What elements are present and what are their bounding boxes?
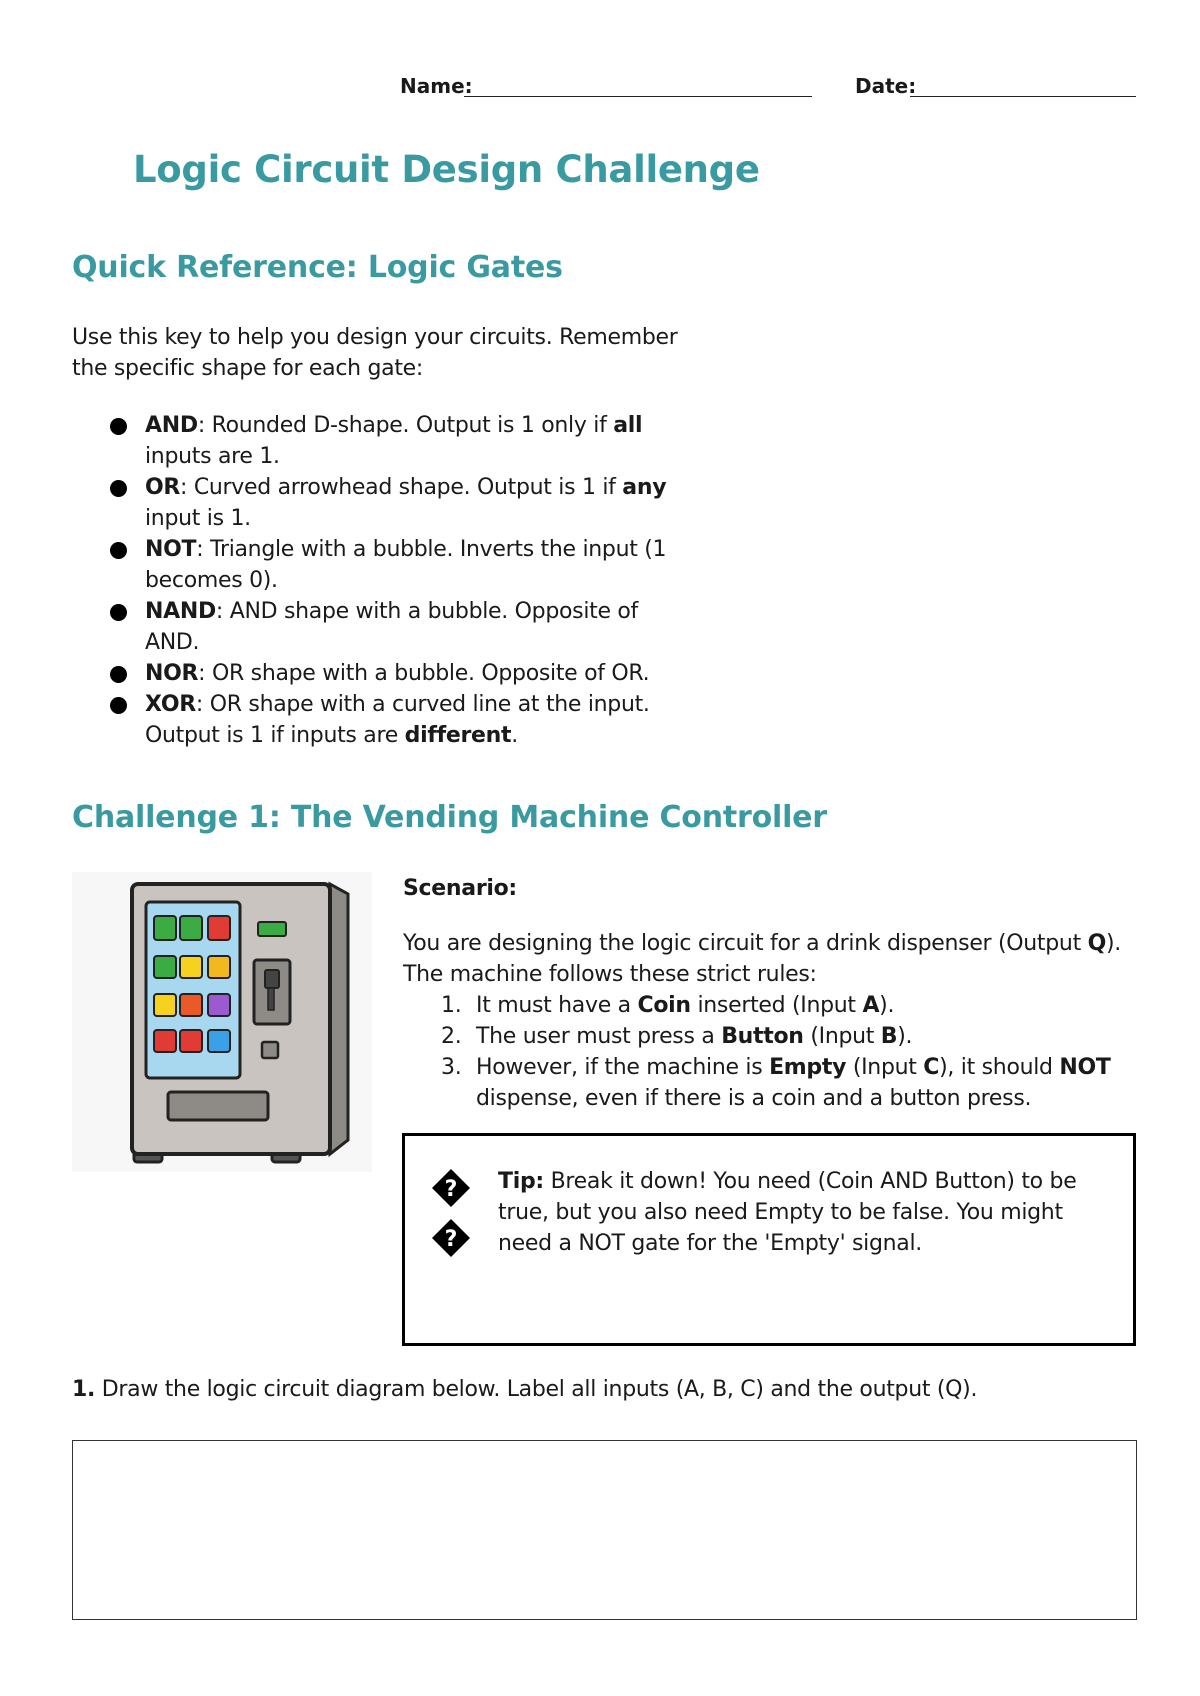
gate-item-nor: NOR: OR shape with a bubble. Opposite of OR. [72,658,692,689]
tip-box [402,1133,1136,1346]
bullet-icon [110,480,127,497]
page-title: Logic Circuit Design Challenge [133,148,760,191]
scenario-intro: You are designing the logic circuit for a drink dispenser (Output Q). The machine follows these strict rules: [403,931,1121,987]
rule-item: 2. The user must press a Button (Input B). [441,1024,913,1049]
reference-heading: Quick Reference: Logic Gates [72,250,563,285]
gate-item-not: NOT: Triangle with a bubble. Inverts the input (1 becomes 0). [72,534,692,596]
rule-item: 1. It must have a Coin inserted (Input A). [441,993,895,1018]
scenario-label: Scenario: [403,876,517,901]
rule-item: 3. However, if the machine is Empty (Input C), it should NOT dispense, even if there is a coin and a button press. [441,1055,1111,1111]
bullet-icon [110,697,127,714]
question-diamond-icon [431,1218,471,1262]
answer-box[interactable] [72,1440,1137,1620]
vending-machine-illustration [72,872,372,1172]
question-1: 1. Draw the logic circuit diagram below. Label all inputs (A, B, C) and the output (Q). [72,1377,978,1402]
reference-intro: Use this key to help you design your circuits. Remember the specific shape for each gate: [72,325,678,381]
gate-item-xor: XOR: OR shape with a curved line at the input. Output is 1 if inputs are different. [72,689,692,751]
gate-item-or: OR: Curved arrowhead shape. Output is 1 if any input is 1. [72,472,692,534]
gate-item-nand: NAND: AND shape with a bubble. Opposite of AND. [72,596,692,658]
challenge1-heading: Challenge 1: The Vending Machine Controller [72,800,827,835]
name-label: Name: [400,74,473,98]
tip-text: Tip: Break it down! You need (Coin AND Button) to be true, but you also need Empty to be false. You might need a NOT gate for the 'Empty' signal. [498,1169,1077,1256]
bullet-icon [110,542,127,559]
bullet-icon [110,604,127,621]
bullet-icon [110,418,127,435]
gate-list [72,410,692,751]
date-field[interactable] [910,76,1136,97]
question-diamond-icon [431,1168,471,1212]
name-field[interactable] [464,76,812,97]
svg-text:?: ? [444,1227,458,1252]
bullet-icon [110,666,127,683]
gate-item-and: AND: Rounded D-shape. Output is 1 only if all inputs are 1. [72,410,692,472]
rules-list [403,990,1143,1114]
date-label: Date: [855,74,917,98]
svg-text:?: ? [444,1177,458,1202]
